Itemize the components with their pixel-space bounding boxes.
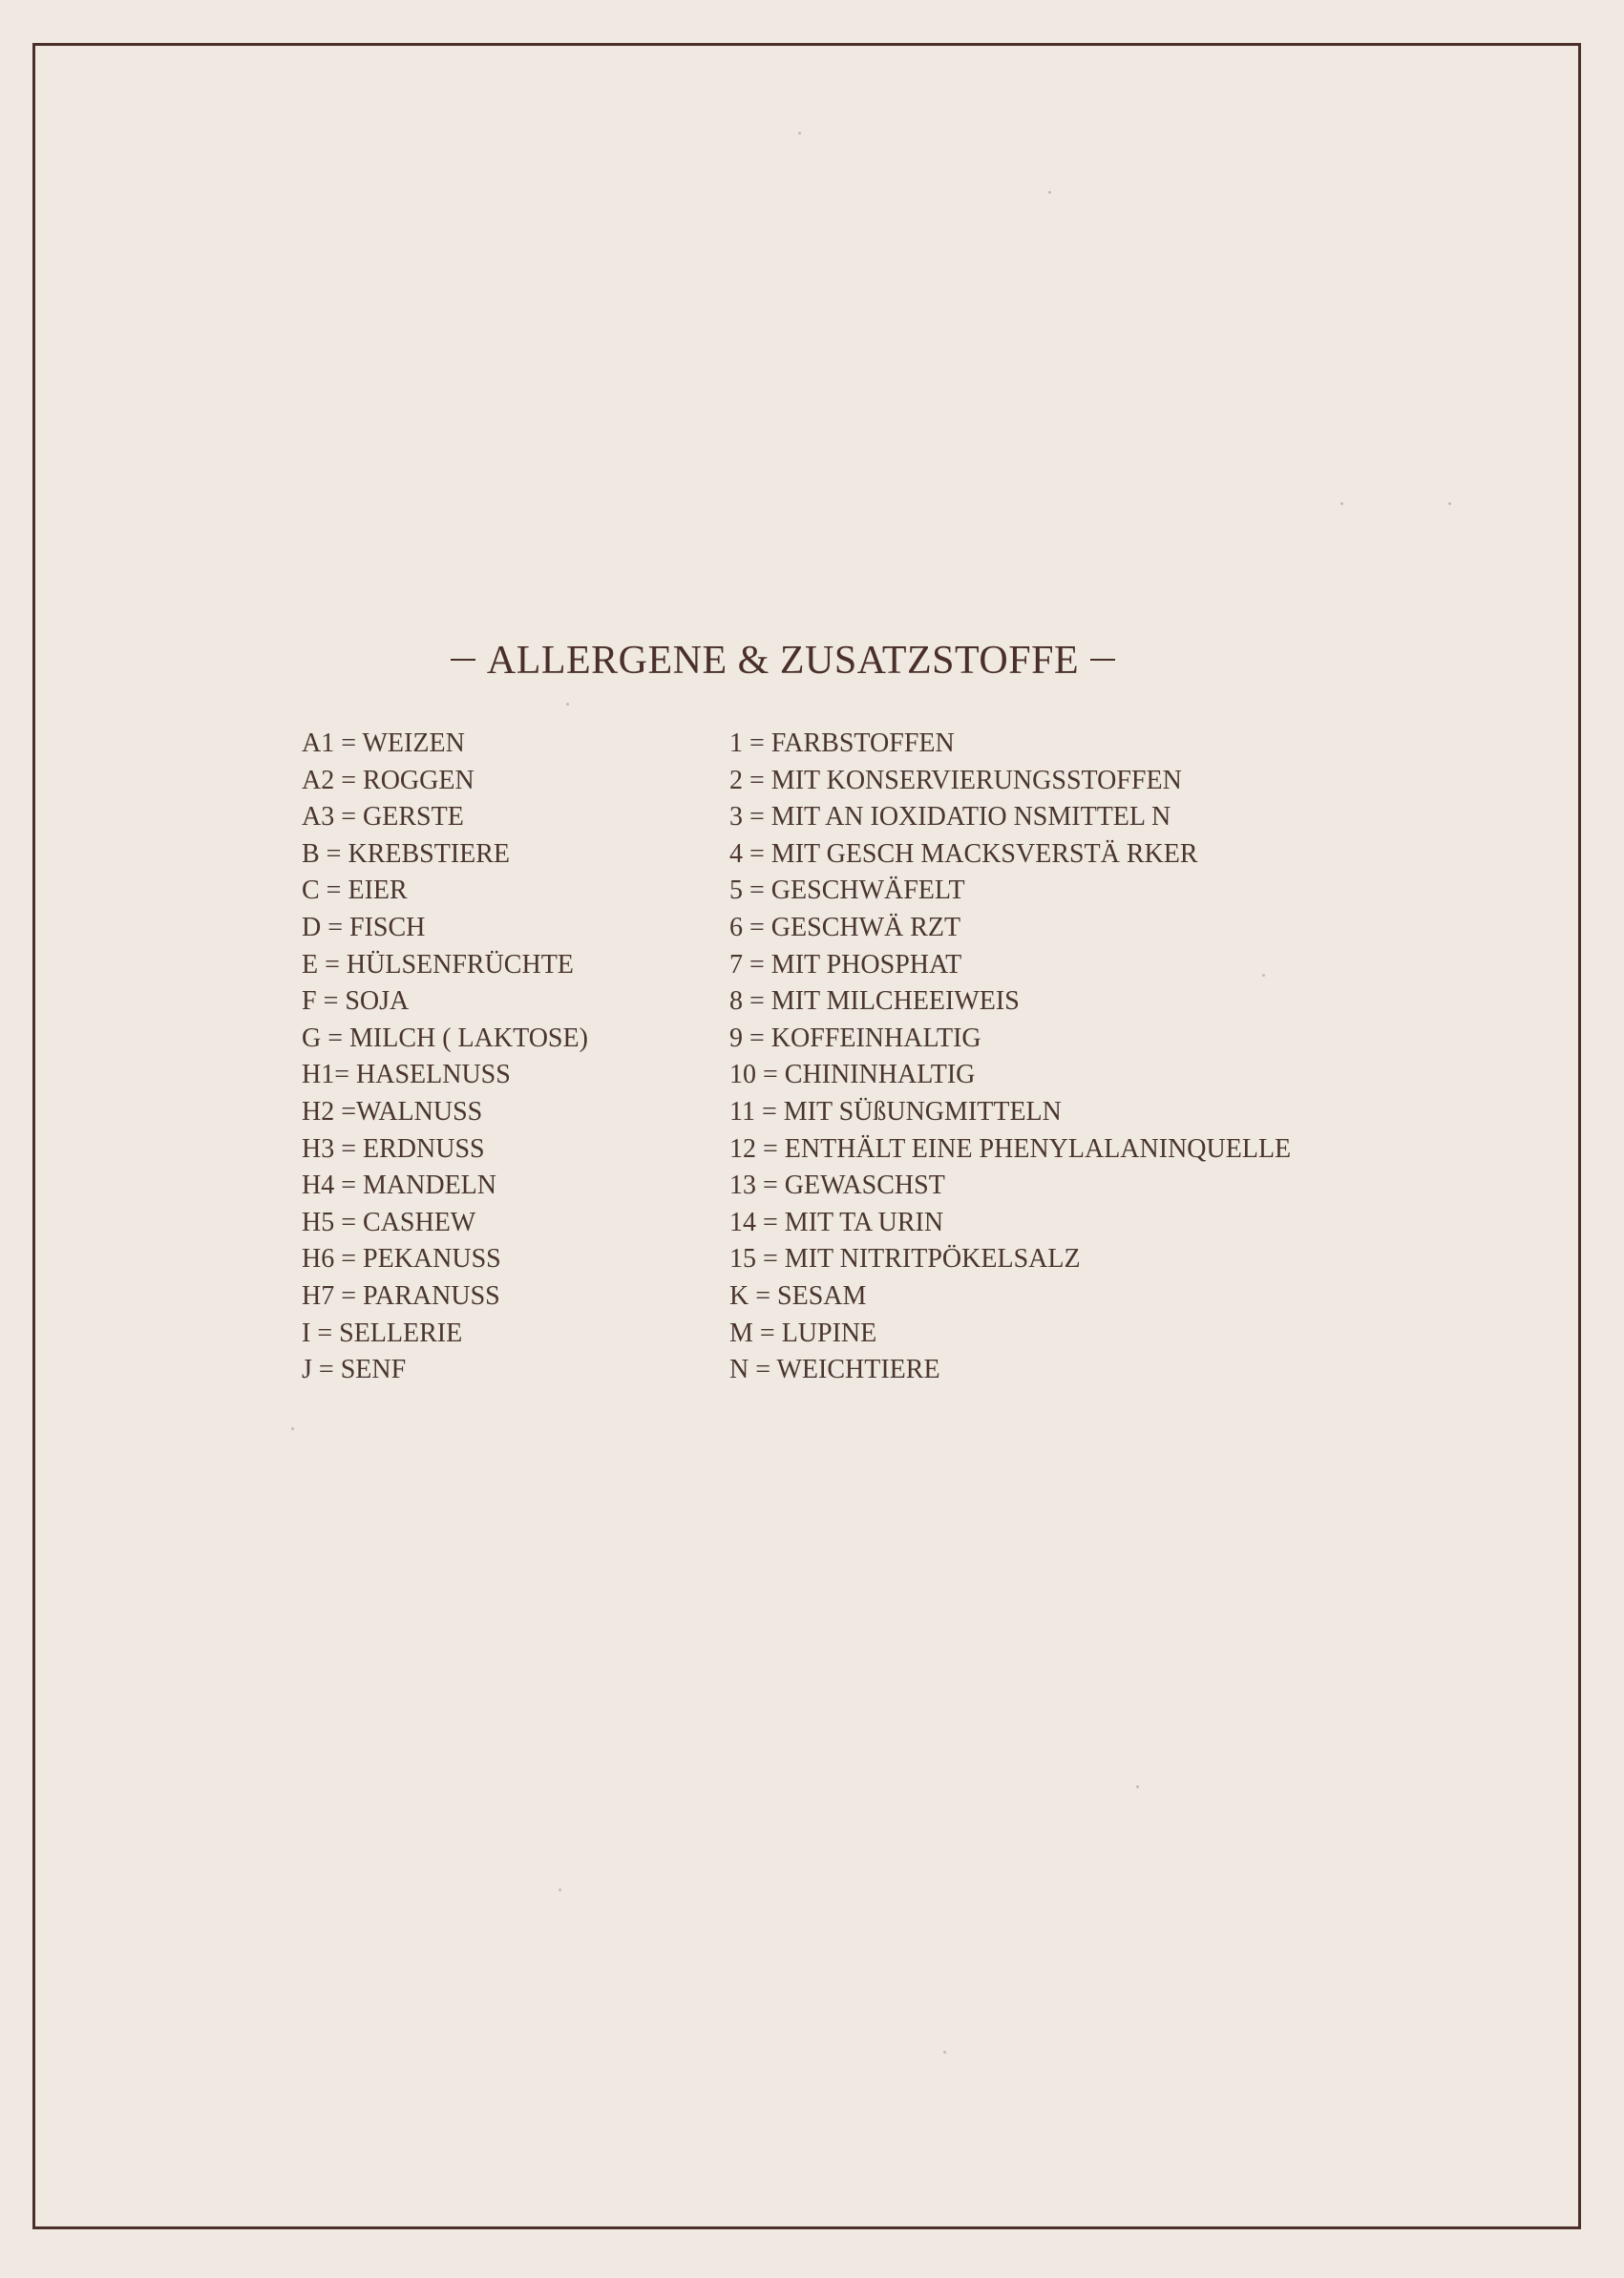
paper-speck <box>1048 191 1051 194</box>
allergen-item: A1 = WEIZEN <box>302 728 465 758</box>
paper-speck <box>559 1888 561 1891</box>
additive-item: 4 = MIT GESCH MACKSVERSTÄ RKER <box>729 838 1198 869</box>
page-title <box>0 638 1566 684</box>
allergen-item: A2 = ROGGEN <box>302 765 475 795</box>
additive-item: 10 = CHININHALTIG <box>729 1060 976 1090</box>
allergen-item: B = KREBSTIERE <box>302 838 511 869</box>
additive-item: 12 = ENTHÄLT EINE PHENYLALANINQUELLE <box>729 1133 1292 1164</box>
paper-speck <box>943 2051 946 2054</box>
paper-speck <box>1340 502 1343 505</box>
title-text: ALLERGENE & ZUSATZSTOFFE <box>486 639 1080 683</box>
additive-item: N = WEICHTIERE <box>729 1355 940 1385</box>
additive-item: 11 = MIT SÜßUNGMITTELN <box>729 1096 1062 1127</box>
allergen-item: D = FISCH <box>302 912 426 942</box>
paper-speck <box>566 703 569 706</box>
additive-item: 9 = KOFFEINHALTIG <box>729 1023 981 1053</box>
paper-speck <box>798 132 801 135</box>
allergen-item: H7 = PARANUSS <box>302 1280 500 1311</box>
allergen-item: I = SELLERIE <box>302 1318 463 1348</box>
allergen-item: H3 = ERDNUSS <box>302 1133 485 1164</box>
allergen-item: C = EIER <box>302 875 408 906</box>
allergens-list <box>302 726 588 1389</box>
paper-speck <box>1136 1785 1139 1788</box>
additive-item: 7 = MIT PHOSPHAT <box>729 949 962 980</box>
additive-item: M = LUPINE <box>729 1318 877 1348</box>
additive-item: 6 = GESCHWÄ RZT <box>729 912 961 942</box>
allergen-item: F = SOJA <box>302 986 410 1017</box>
allergen-item: A3 = GERSTE <box>302 802 464 833</box>
additive-item: 15 = MIT NITRITPÖKELSALZ <box>729 1244 1081 1275</box>
title-dash-left <box>451 659 475 661</box>
allergen-item: G = MILCH ( LAKTOSE) <box>302 1023 588 1053</box>
allergen-item: H1= HASELNUSS <box>302 1060 511 1090</box>
additive-item: 13 = GEWASCHST <box>729 1171 945 1201</box>
title-dash-right <box>1090 659 1115 661</box>
additive-item: 8 = MIT MILCHEEIWEIS <box>729 986 1020 1017</box>
paper-speck <box>1448 502 1451 505</box>
allergen-item: J = SENF <box>302 1355 407 1385</box>
paper-speck <box>291 1427 294 1430</box>
additive-item: 2 = MIT KONSERVIERUNGSSTOFFEN <box>729 765 1182 795</box>
allergen-item: H4 = MANDELN <box>302 1171 496 1201</box>
allergen-item: H5 = CASHEW <box>302 1207 476 1237</box>
allergen-item: H6 = PEKANUSS <box>302 1244 501 1275</box>
allergen-item: H2 =WALNUSS <box>302 1096 483 1127</box>
allergen-item: E = HÜLSENFRÜCHTE <box>302 949 574 980</box>
additive-item: 3 = MIT AN IOXIDATIO NSMITTEL N <box>729 802 1171 833</box>
additive-item: 1 = FARBSTOFFEN <box>729 728 955 758</box>
additive-item: K = SESAM <box>729 1280 867 1311</box>
additive-item: 5 = GESCHWÄFELT <box>729 875 965 906</box>
additive-item: 14 = MIT TA URIN <box>729 1207 944 1237</box>
additives-list <box>729 726 1291 1389</box>
